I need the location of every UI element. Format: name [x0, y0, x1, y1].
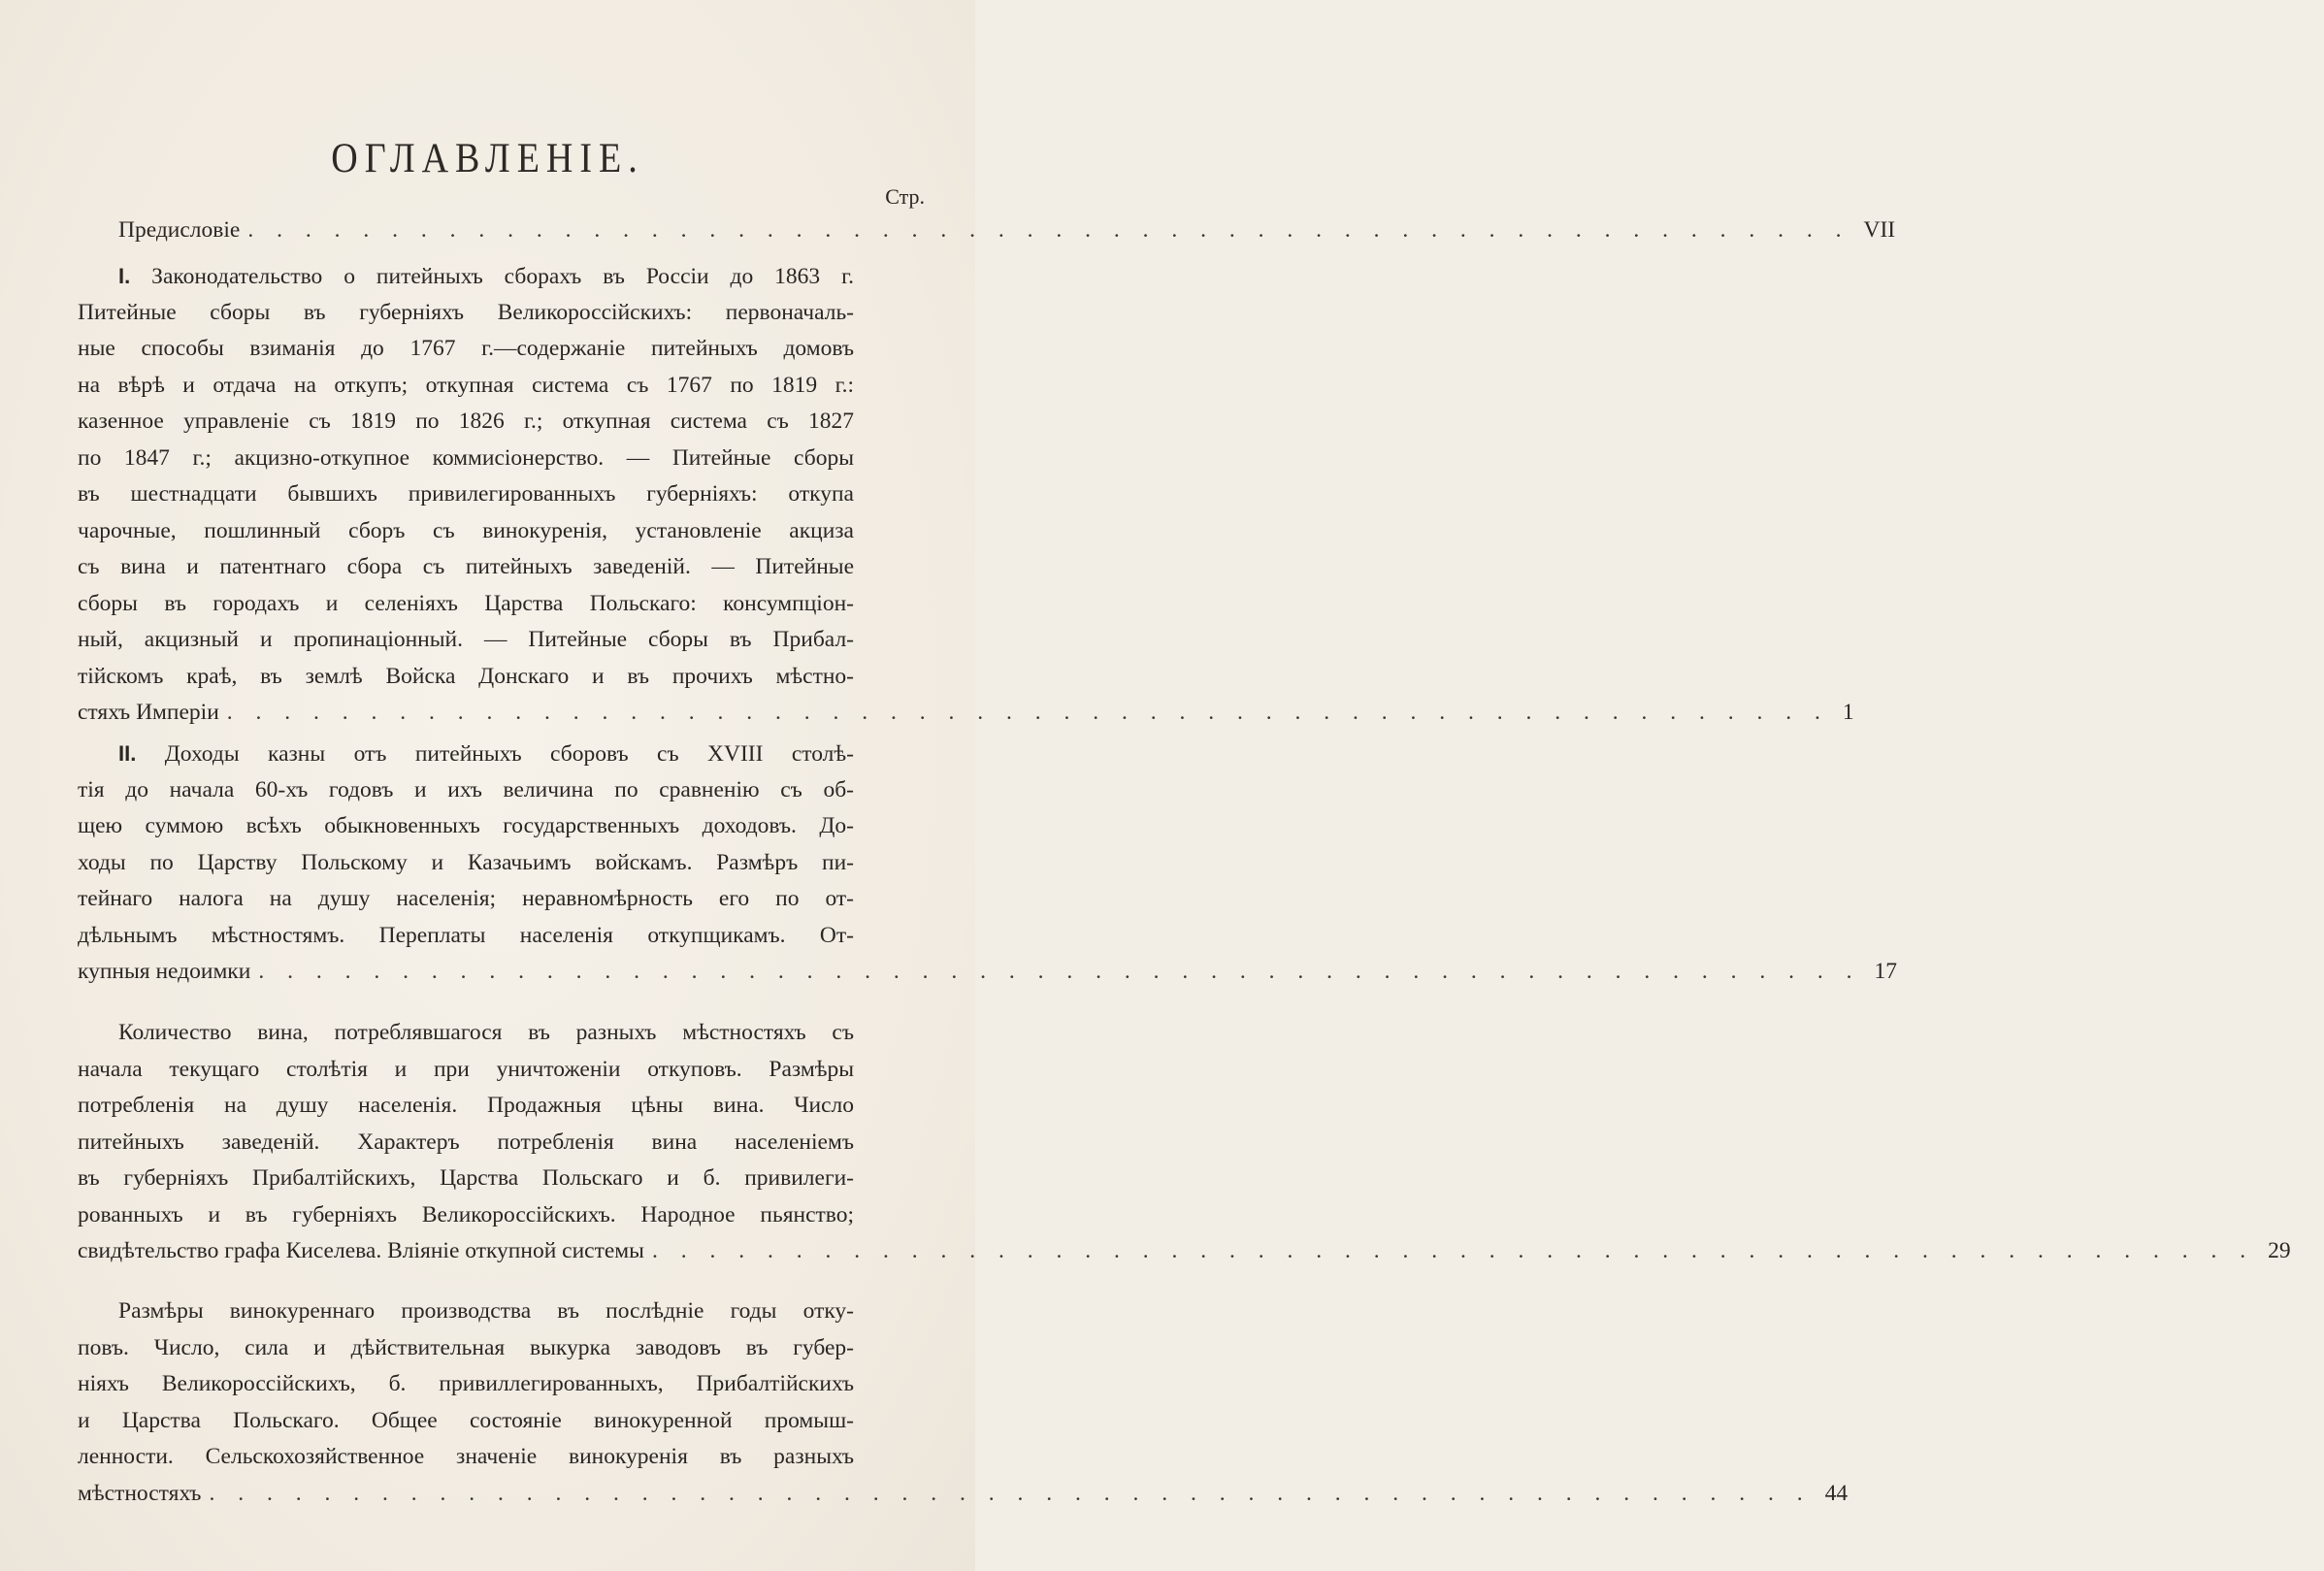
toc-entry-line: [78, 1015, 924, 1052]
toc-entry-line-text: потребленія на душу населенія. Продажныя цѣны вина. Число: [78, 1093, 854, 1118]
dot-leader: . . . . . . . . . . . . . . . . . . . . . . . . . . . . . . . . . . . . . . . . . . . . . . . . . . . . . . . .: [258, 959, 1861, 984]
toc-entry-line: [78, 622, 924, 659]
toc-entry-line-text: сборы въ городахъ и селеніяхъ Царства Польскаго: консумпціон-: [78, 590, 854, 616]
toc-entry-line-text: въ губерніяхъ Прибалтійскихъ, Царства Польскаго и б. привилеги-: [78, 1165, 854, 1191]
toc-entry-line-text: купныя недоимки: [78, 959, 251, 984]
toc-entry-line-text: по 1847 г.; акцизно-откупное коммисіонерство. — Питейные сборы: [78, 444, 854, 471]
chapter-number: II.: [118, 741, 137, 766]
toc-entry-line-text: ходы по Царству Польскому и Казачьимъ войскамъ. Размѣръ пи-: [78, 849, 854, 875]
toc-entry-line-text: тійскомъ краѣ, въ землѣ Войска Донскаго и въ прочихъ мѣстно-: [78, 663, 854, 689]
toc-entry-line-text: съ вина и патентнаго сбора съ питейныхъ заведеній. — Питейные: [78, 554, 854, 579]
toc-entry-line-text: щею суммою всѣхъ обыкновенныхъ государственныхъ доходовъ. До-: [78, 813, 854, 838]
toc-entry-line: [78, 549, 924, 586]
toc-entry-line-text: рованныхъ и въ губерніяхъ Великороссійскихъ. Народное пьянство;: [78, 1201, 854, 1227]
toc-entry-wine-consumption[interactable]: [78, 1015, 2291, 1270]
dot-leader: . . . . . . . . . . . . . . . . . . . . . . . . . . . . . . . . . . . . . . . . . . . . . . . . . . . . . . . .: [226, 700, 1829, 725]
toc-entry-text: [118, 213, 240, 249]
toc-entry-distilling[interactable]: [78, 1293, 1849, 1512]
toc-entry-line-text: мѣстностяхъ: [78, 1480, 202, 1506]
toc-entry-line-text: свидѣтельство графа Киселева. Вліяніе откупной системы: [78, 1238, 644, 1263]
toc-entry-line: [78, 1293, 924, 1330]
toc-entry-preface[interactable]: [78, 213, 1896, 249]
toc-entry-line: [78, 1161, 924, 1197]
page-number[interactable]: 44: [1824, 1480, 1849, 1506]
page-number[interactable]: 17: [1874, 959, 1897, 984]
toc-entry-line-text: ніяхъ Великороссійскихъ, б. привиллегированныхъ, Прибалтійскихъ: [78, 1371, 854, 1396]
dot-leader: . . . . . . . . . . . . . . . . . . . . . . . . . . . . . . . . . . . . . . . . . . . . . . . . . . . . . . . .: [247, 217, 1850, 243]
toc-entry-text: [78, 954, 250, 991]
toc-entry-text: [78, 1233, 644, 1270]
toc-entry-line-text: Питейные сборы въ губерніяхъ Великороссійскихъ: первоначаль-: [78, 299, 854, 325]
toc-entry-line: [78, 736, 924, 772]
toc-entry-line: [78, 1403, 924, 1440]
toc-entry-line-text: питейныхъ заведеній. Характеръ потребленія вина населеніемъ: [78, 1129, 854, 1155]
toc-entry-line: [78, 295, 924, 332]
chapter-number: I.: [118, 264, 131, 288]
toc-entry-line: [78, 845, 924, 882]
toc-entry-line: [78, 513, 924, 550]
toc-entry-line: [78, 1366, 924, 1403]
toc-entry-line-text: тейнаго налога на душу населенія; неравномѣрность его по от-: [78, 886, 854, 911]
toc-entry-line: [78, 213, 1896, 249]
page-number[interactable]: 1: [1842, 700, 1854, 725]
toc-entry-line-text: тія до начала 60-хъ годовъ и ихъ величина по сравненію съ об-: [78, 776, 854, 802]
toc-entry-chapter-1[interactable]: [78, 258, 1854, 732]
page-number[interactable]: VII: [1863, 217, 1896, 243]
toc-entry-line-text: стяхъ Имперіи: [78, 700, 219, 725]
toc-entry-line-text: ленности. Сельскохозяйственное значеніе винокуренія въ разныхъ: [78, 1444, 854, 1469]
toc-entry-line: [78, 1088, 924, 1125]
toc-entry-text: [78, 1476, 201, 1513]
toc-entry-line: [78, 918, 924, 955]
toc-entry-line: [78, 1476, 1849, 1513]
toc-entry-line-text: Размѣры винокуреннаго производства въ послѣдніе годы отку-: [118, 1298, 854, 1324]
toc-entry-line-text: Доходы казны отъ питейныхъ сборовъ съ XVIII столѣ-: [164, 741, 854, 767]
toc-entry-line-text: Предисловіе: [118, 217, 241, 243]
toc-entry-line: [78, 1125, 924, 1162]
toc-entry-line: [78, 954, 1897, 991]
toc-entry-line-text: казенное управленіе съ 1819 по 1826 г.; откупная система съ 1827: [78, 409, 854, 434]
toc-entry-line-text: ные способы взиманія до 1767 г.—содержаніе питейныхъ домовъ: [78, 336, 854, 361]
toc-entry-chapter-2[interactable]: [78, 736, 1897, 991]
page-number[interactable]: 29: [2268, 1238, 2291, 1263]
toc-entry-line: [78, 881, 924, 918]
toc-entry-line: [78, 695, 1854, 732]
page-column-label: Стр.: [885, 184, 925, 209]
toc-entry-line: [78, 586, 924, 623]
toc-entry-line-text: начала текущаго столѣтія и при уничтоженіи откуповъ. Размѣры: [78, 1056, 854, 1082]
toc-entry-line-text: Законодательство о питейныхъ сборахъ въ Россіи до 1863 г.: [151, 264, 854, 289]
toc-entry-line-text: Количество вина, потреблявшагося въ разныхъ мѣстностяхъ съ: [118, 1020, 854, 1045]
toc-entry-line: [78, 404, 924, 441]
toc-entry-line: [78, 1052, 924, 1089]
dot-leader: . . . . . . . . . . . . . . . . . . . . . . . . . . . . . . . . . . . . . . . . . . . . . . . . . . . . . . . .: [651, 1238, 2255, 1263]
toc-entry-text: [78, 695, 219, 732]
toc-entry-line: [78, 659, 924, 696]
toc-entry-line: [78, 441, 924, 477]
toc-entry-line-text: и Царства Польскаго. Общее состояніе винокуренной промыш-: [78, 1407, 854, 1433]
toc-entry-line: [78, 476, 924, 513]
toc-entry-line: [78, 258, 924, 295]
toc-entry-line: [78, 331, 924, 368]
toc-entry-line: [78, 808, 924, 845]
toc-entry-line-text: повъ. Число, сила и дѣйствительная выкурка заводовъ въ губер-: [78, 1334, 854, 1360]
toc-entry-line: [78, 772, 924, 809]
toc-entry-line: [78, 1233, 2291, 1270]
toc-entry-line-text: на вѣрѣ и отдача на откупъ; откупная система съ 1767 по 1819 г.:: [78, 372, 854, 398]
toc-entry-line: [78, 1330, 924, 1367]
toc-entry-line: [78, 1197, 924, 1234]
toc-entry-line-text: ный, акцизный и пропинаціонный. — Питейные сборы въ Прибал-: [78, 627, 854, 652]
toc-entry-line-text: въ шестнадцати бывшихъ привилегированныхъ губерніяхъ: откупа: [78, 481, 854, 507]
toc-entry-line: [78, 1439, 924, 1476]
toc-entry-line-text: чарочные, пошлинный сборъ съ винокуренія, установленіе акциза: [78, 517, 854, 543]
page-title: ОГЛАВЛЕНІЕ.: [331, 135, 644, 182]
toc-entry-line: [78, 368, 924, 405]
dot-leader: . . . . . . . . . . . . . . . . . . . . . . . . . . . . . . . . . . . . . . . . . . . . . . . . . . . . . . . .: [209, 1480, 1812, 1506]
toc-entry-line-text: дѣльнымъ мѣстностямъ. Переплаты населенія откупщикамъ. От-: [78, 922, 854, 948]
